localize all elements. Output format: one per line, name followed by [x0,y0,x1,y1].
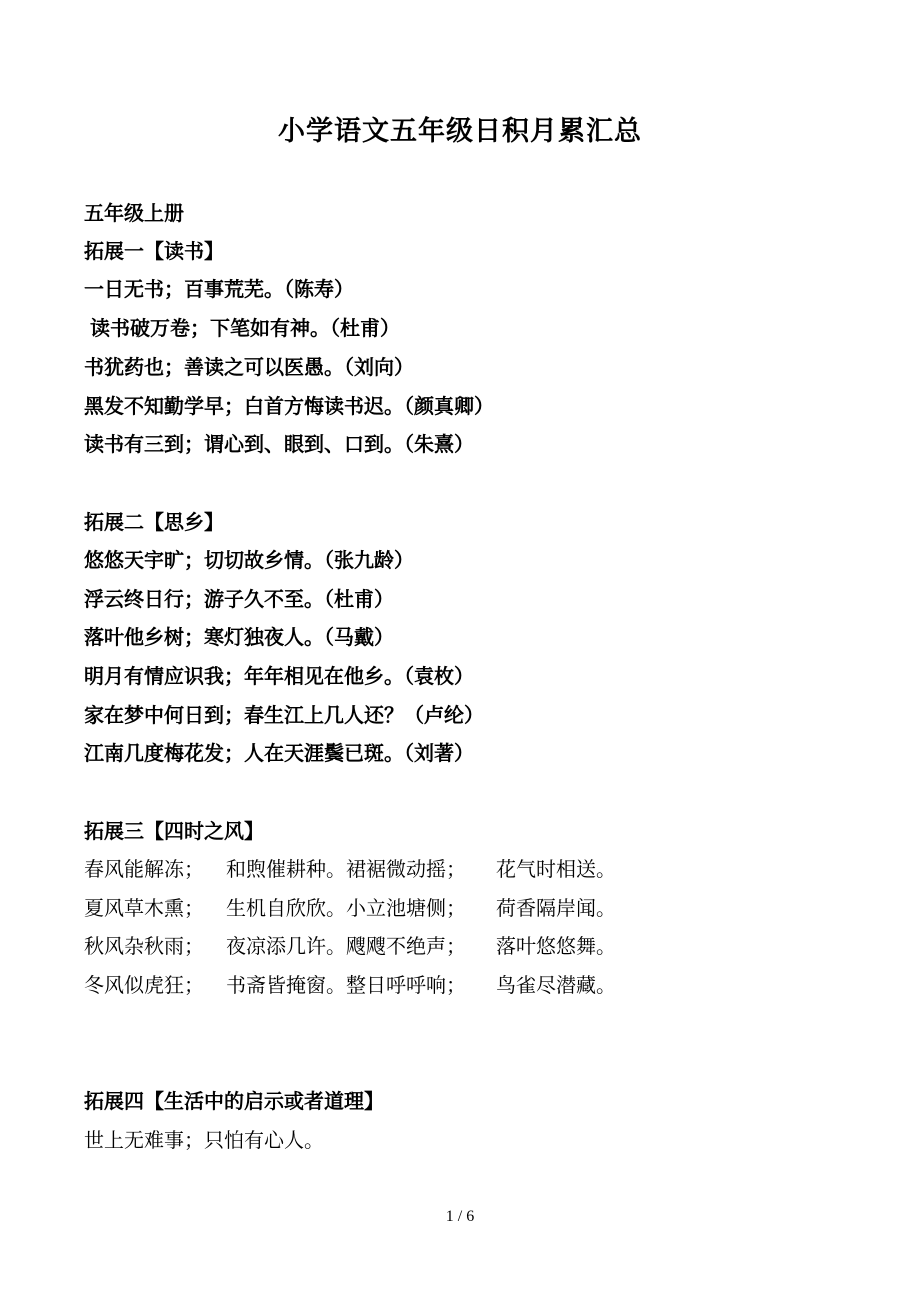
volume-heading: 五年级上册 [84,201,184,225]
quote-line: 世上无难事；只怕有心人。 [84,1128,324,1152]
poem-cell: 春风能解冻； [84,857,204,881]
poem-cell: 冬风似虎狂； [84,973,204,997]
poem-row [84,855,616,883]
section-heading-four-seasons-wind: 拓展三【四时之风】 [84,819,264,843]
quote-line: 明月有情应识我；年年相见在他乡。（袁枚） [84,664,474,688]
section-heading-life-lessons: 拓展四【生活中的启示或者道理】 [84,1089,384,1113]
quote-line: 书犹药也；善读之可以医愚。（刘向） [84,355,414,379]
poem-row [84,971,616,999]
quote-line: 家在梦中何日到；春生江上几人还？（卢纶） [84,703,484,727]
section-heading-homesick: 拓展二【思乡】 [84,510,224,534]
poem-cell: 夜凉添几许。飕飕不绝声； [226,934,466,958]
poem-cell: 生机自欣欣。小立池塘侧； [226,896,466,920]
poem-cell: 花气时相送。 [496,857,616,881]
poem-cell: 鸟雀尽潜藏。 [496,973,616,997]
poem-cell: 秋风杂秋雨； [84,934,204,958]
poem-cell: 夏风草木熏； [84,896,204,920]
quote-line: 浮云终日行；游子久不至。（杜甫） [84,587,394,611]
poem-cell: 书斋皆掩窗。整日呼呼响； [226,973,466,997]
quote-line: 读书有三到；谓心到、眼到、口到。（朱熹） [84,432,474,456]
quote-line: 悠悠天宇旷；切切故乡情。（张九龄） [84,548,414,572]
poem-cell: 荷香隔岸闻。 [496,896,616,920]
quote-line: 黑发不知勤学早；白首方悔读书迟。（颜真卿） [84,394,494,418]
quote-line: 一日无书；百事荒芜。（陈寿） [84,277,354,301]
poem-cell: 和煦催耕种。裙裾微动摇； [226,857,466,881]
quote-line: 江南几度梅花发；人在天涯鬓已斑。（刘著） [84,741,474,765]
page-indicator: 1 / 6 [445,1208,475,1225]
poem-row [84,894,616,922]
section-heading-reading: 拓展一【读书】 [84,239,224,263]
page-title: 小学语文五年级日积月累汇总 [278,116,642,147]
poem-row [84,932,616,960]
poem-cell: 落叶悠悠舞。 [496,934,616,958]
quote-line: 落叶他乡树；寒灯独夜人。（马戴） [84,625,394,649]
quote-line: 读书破万卷；下笔如有神。（杜甫） [90,316,400,340]
